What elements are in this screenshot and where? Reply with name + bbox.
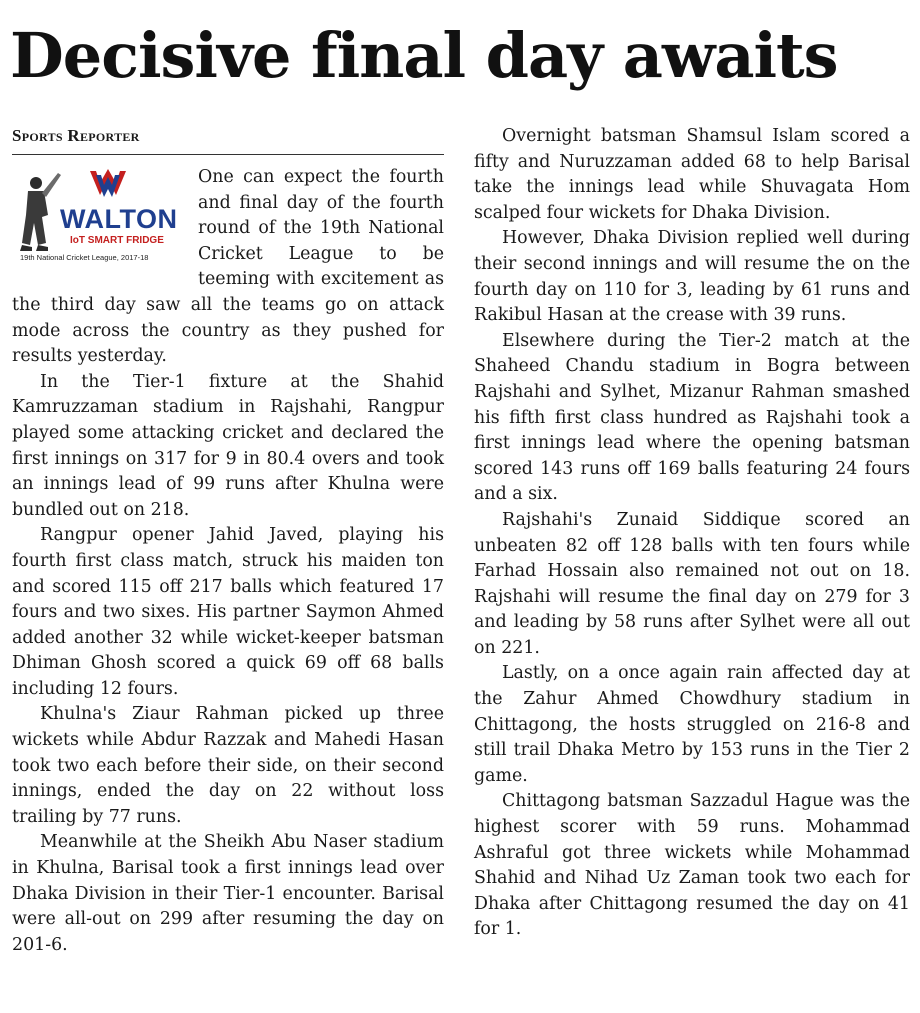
byline: Sports Reporter <box>12 124 444 155</box>
logo-league: 19th National Cricket League, 2017-18 <box>20 253 149 262</box>
paragraph-11: Chittagong batsman Sazzadul Hague was the highest scorer with 59 runs. Mohammad Ashraful got three wickets while Mohammad Shahid and Nihad Uz Zaman took two each for Dhaka after Chittagong resumed the day on 41 for 1. <box>474 791 910 940</box>
logo-product: IoT SMART FRIDGE <box>70 235 164 246</box>
headline: Decisive final day awaits <box>10 19 838 92</box>
paragraph-8: Elsewhere during the Tier-2 match at the Shaheed Chandu stadium in Bogra between Rajshahi and Sylhet, Mizanur Rahman smashed his fifth first class hundred as Rajshahi took a first innings lead where the opening batsman scored 143 runs off 169 balls featuring 24 fours and a six. <box>474 330 910 505</box>
sponsor-logo <box>12 165 188 269</box>
paragraph-6: Overnight batsman Shamsul Islam scored a fifty and Nuruzzaman added 68 to help Barisal take the innings lead while Shuvagata Hom scalped four wickets for Dhaka Division. <box>474 126 910 223</box>
paragraph-5: Meanwhile at the Sheikh Abu Naser stadium in Khulna, Barisal took a first innings lead over Dhaka Division in their Tier-1 encounter. Barisal were all-out on 299 after resuming the day on 201-6. <box>12 832 444 955</box>
logo-brand: WALTON <box>60 204 178 234</box>
paragraph-3: Rangpur opener Jahid Javed, playing his fourth first class match, struck his maiden ton and scored 115 off 217 balls which featured 17 fours and two sixes. His partner Saymon Ahmed added another 32 while wicket-keeper batsman Dhiman Ghosh scored a quick 69 off 68 balls including 12 fours. <box>12 525 444 699</box>
paragraph-7: However, Dhaka Division replied well during their second innings and will resume the on the fourth day on 110 for 3, leading by 61 runs and Rakibul Hasan at the crease with 39 runs. <box>474 228 910 326</box>
paragraph-2: In the Tier-1 fixture at the Shahid Kamruzzaman stadium in Rajshahi, Rangpur played some attacking cricket and declared the first innings on 317 for 9 in 80.4 overs and took an innings lead of 99 runs after Khulna were bundled out on 218. <box>12 371 444 520</box>
paragraph-10: Lastly, on a once again rain affected day at the Zahur Ahmed Chowdhury stadium in Chittagong, the hosts struggled on 216-8 and still trail Dhaka Metro by 153 runs in the Tier 2 game. <box>474 663 910 786</box>
paragraph-1: One can expect the fourth and final day of the fourth round of the 19th National Cricket League to be teeming with excitement as the third day saw all the teams go on attack mode across the country as they pushed for results yesterday. <box>12 167 444 367</box>
article-column-left <box>12 124 444 958</box>
article-column-right <box>474 124 910 943</box>
paragraph-4: Khulna's Ziaur Rahman picked up three wickets while Abdur Razzak and Mahedi Hasan took two each before their side, on their second innings, ended the day on 22 without loss trailing by 77 runs. <box>12 704 444 827</box>
paragraph-9: Rajshahi's Zunaid Siddique scored an unbeaten 82 off 128 balls with ten fours while Farhad Hossain also remained not out on 18. Rajshahi will resume the final day on 279 for 3 and leading by 58 runs after Sylhet were all out on 221. <box>474 509 910 658</box>
